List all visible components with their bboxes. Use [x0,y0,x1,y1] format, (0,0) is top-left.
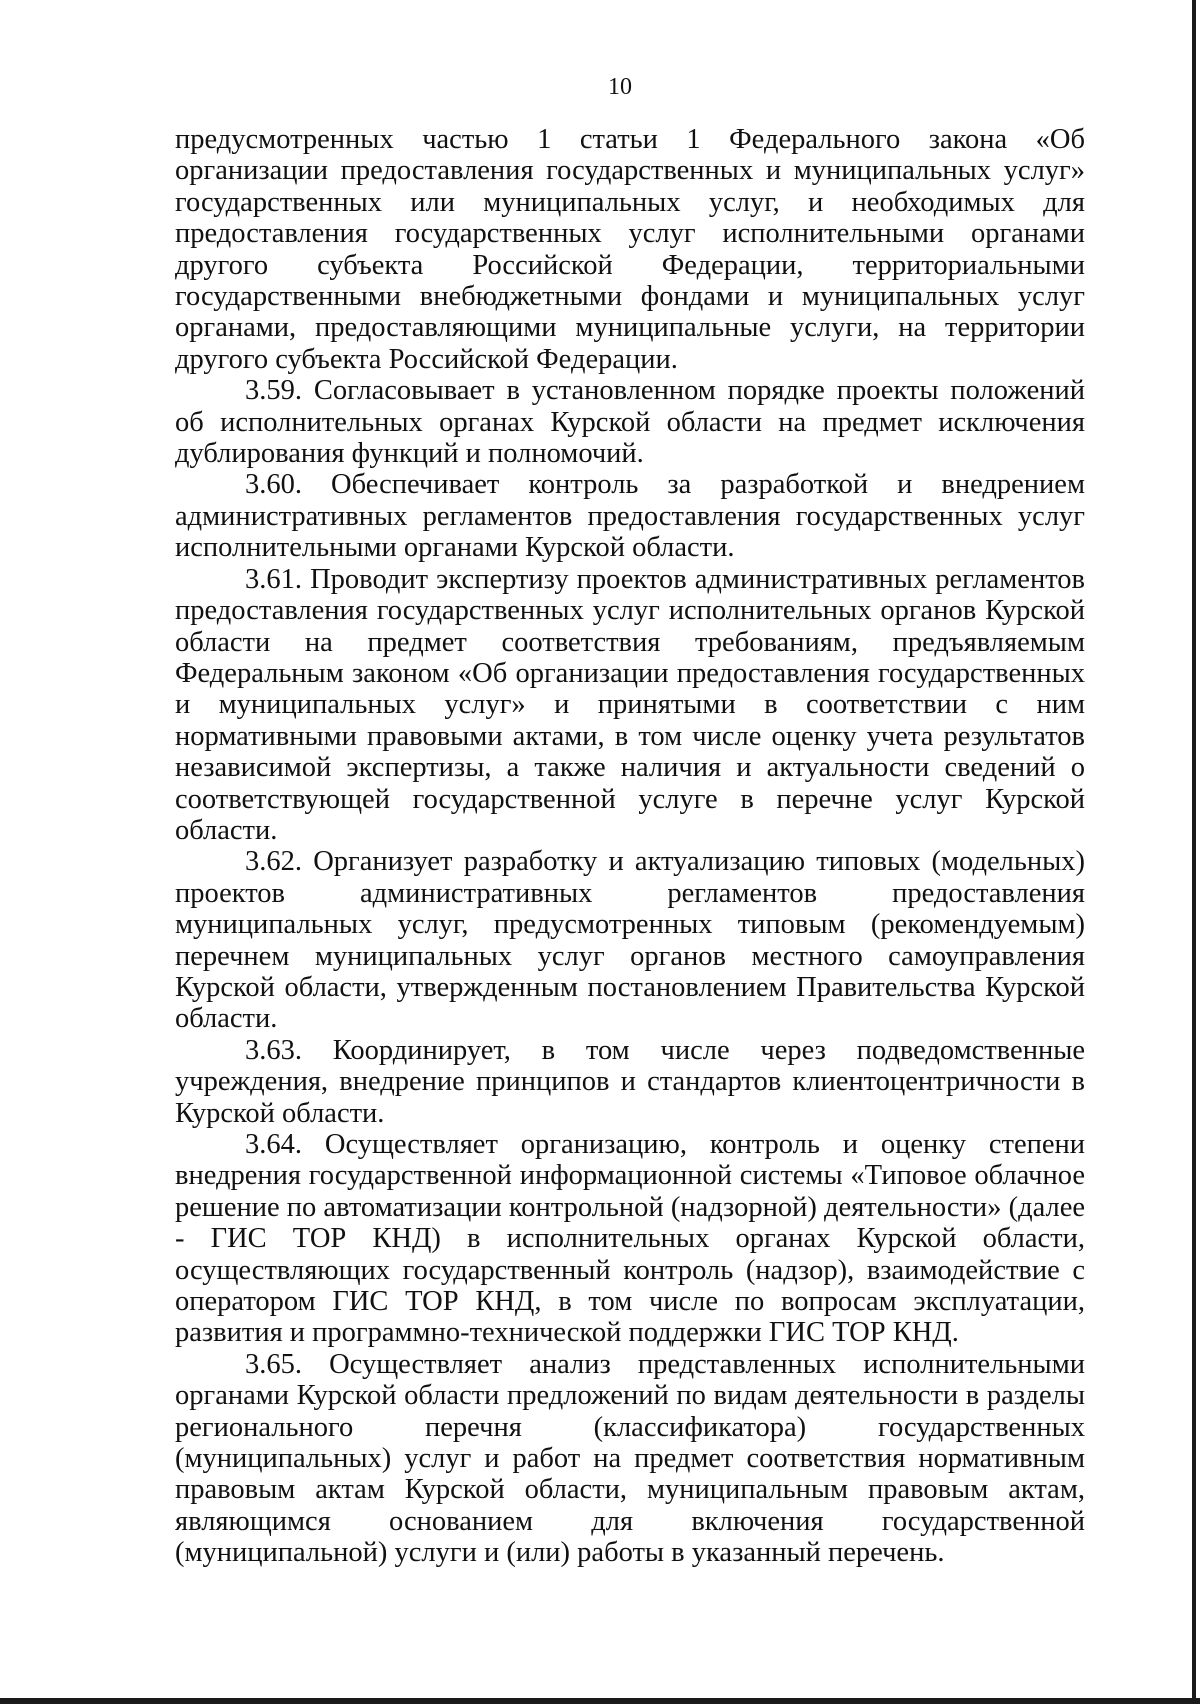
page-number: 10 [608,74,632,100]
paragraph-3-59: 3.59. Согласовывает в установленном порядке проекты положений об исполнительных органах Курской области на предмет исключения дублирования функций и полномочий. [175,375,1085,470]
paragraph-3-65: 3.65. Осуществляет анализ представленных исполнительными органами Курской области предложений по видам деятельности в разделы регионального перечня (классификатора) государственных (муниципальных) услуг и работ на предмет соответствия нормативным правовым актам Курской области, муниципальным правовым актам, являющимся основанием для включения государственной (муниципальной) услуги и (или) работы в указанный перечень. [175,1348,1085,1569]
paragraph-3-61: 3.61. Проводит экспертизу проектов административных регламентов предоставления государственных услуг исполнительных органов Курской области на предмет соответствия требованиям, предъявляемым Федеральным законом «Об организации предоставления государственных и муниципальных услуг» и принятыми в соответствии с ним нормативными правовыми актами, в том числе оценку учета результатов независимой экспертизы, а также наличия и актуальности сведений о соответствующей государственной услуге в перечне услуг Курской области. [175,563,1085,846]
paragraph-3-62: 3.62. Организует разработку и актуализацию типовых (модельных) проектов административных регламентов предоставления муниципальных услуг, предусмотренных типовым (рекомендуемым) перечнем муниципальных услуг органов местного самоуправления Курской области, утвержденным постановлением Правительства Курской области. [175,846,1085,1035]
paragraph-3-63: 3.63. Координирует, в том числе через подведомственные учреждения, внедрение принципов и стандартов клиентоцентричности в Курской области. [175,1034,1085,1129]
paragraph-3-64: 3.64. Осуществляет организацию, контроль и оценку степени внедрения государственной информационной системы «Типовое облачное решение по автоматизации контрольной (надзорной) деятельности» (далее - ГИС ТОР КНД) в исполнительных органах Курской области, осуществляющих государственный контроль (надзор), взаимодействие с оператором ГИС ТОР КНД, в том числе по вопросам эксплуатации, развития и программно-технической поддержки ГИС ТОР КНД. [175,1129,1085,1349]
paragraph-3-60: 3.60. Обеспечивает контроль за разработкой и внедрением административных регламентов предоставления государственных услуг исполнительными органами Курской области. [175,469,1085,564]
scan-edge-right [1192,0,1196,1704]
document-body [175,124,1085,1569]
paragraph-continuation: предусмотренных частью 1 статьи 1 Федерального закона «Об организации предоставления государственных и муниципальных услуг» государственных или муниципальных услуг, и необходимых для предоставления государственных услуг исполнительными органами другого субъекта Российской Федерации, территориальными государственными внебюджетными фондами и муниципальных услуг органами, предоставляющими муниципальные услуги, на территории другого субъекта Российской Федерации. [175,124,1085,375]
scan-edge-bottom [0,1698,1200,1704]
